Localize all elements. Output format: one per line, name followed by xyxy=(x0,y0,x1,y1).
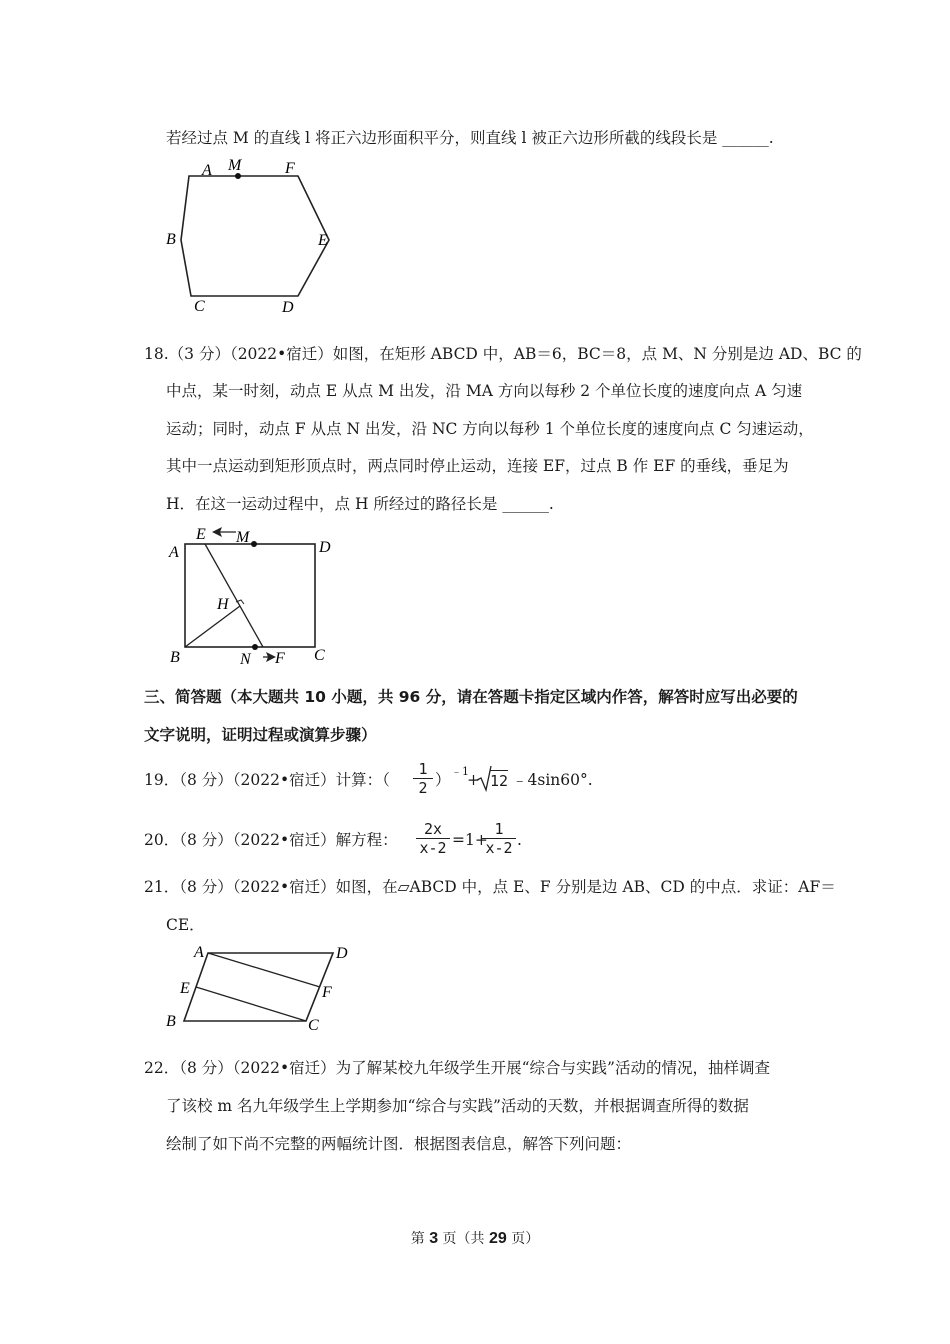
para-label-f: F xyxy=(322,984,332,1001)
rect-label-e: E xyxy=(196,526,206,543)
q20-left-denominator: x-2 xyxy=(416,838,450,858)
hexagon-shape xyxy=(181,176,329,296)
q21-line-2: CE． xyxy=(166,916,205,934)
q19-tail: ﹣4sin60°. xyxy=(512,771,593,789)
footer-pre: 第 xyxy=(410,1231,425,1247)
q20-right-denominator: x-2 xyxy=(482,838,516,858)
section-3-line-1: 三、简答题（本大题共 10 小题，共 96 分，请在答题卡指定区域内作答，解答时应写出必要的 xyxy=(144,688,798,706)
segment-ef xyxy=(205,544,263,647)
para-label-e: E xyxy=(180,980,190,997)
hex-label-f: F xyxy=(285,160,295,177)
para-label-a: A xyxy=(194,944,204,961)
q19-denominator: 2 xyxy=(413,778,433,798)
q20-right-fraction xyxy=(482,820,516,858)
rect-label-c: C xyxy=(314,647,325,664)
page-footer xyxy=(0,1228,950,1248)
q19-prefix: 19．（8 分）（2022•宿迁）计算：（ xyxy=(144,771,390,789)
q18-line-2: 中点，某一时刻，动点 E 从点 M 出发，沿 MA 方向以每秒 2 个单位长度的速度向点 A 匀速 xyxy=(166,382,803,400)
q20-left-numerator: 2x xyxy=(423,820,443,838)
section-3-line-2: 文字说明，证明过程或演算步骤） xyxy=(144,726,377,744)
hex-label-m: M xyxy=(228,157,242,174)
para-label-c: C xyxy=(308,1017,319,1034)
rect-label-h: H xyxy=(217,596,229,613)
q20-prefix: 20．（8 分）（2022•宿迁）解方程： xyxy=(144,831,398,849)
hex-label-c: C xyxy=(194,298,205,315)
q18-line-5: H．在这一运动过程中，点 H 所经过的路径长是 ______. xyxy=(166,495,554,513)
para-label-b: B xyxy=(166,1013,176,1030)
segment-af xyxy=(208,953,320,987)
q20-mid: =1+ xyxy=(452,831,488,849)
rect-label-n: N xyxy=(240,651,251,668)
q22-line-1: 22．（8 分）（2022•宿迁）为了解某校九年级学生开展“综合与实践”活动的情况，抽样调查 xyxy=(144,1059,770,1077)
segment-bh xyxy=(185,606,240,647)
point-n xyxy=(252,644,258,650)
q18-line-3: 运动；同时，动点 F 从点 N 出发，沿 NC 方向以每秒 1 个单位长度的速度向点 C 匀速运动， xyxy=(166,420,814,438)
q22-line-3: 绘制了如下尚不完整的两幅统计图．根据图表信息，解答下列问题： xyxy=(166,1135,632,1153)
q19-plus: + xyxy=(467,771,480,789)
q19-close-paren: ） xyxy=(435,771,451,789)
footer-post: 页） xyxy=(511,1231,540,1247)
hex-label-d: D xyxy=(282,299,294,316)
rect-abcd xyxy=(185,544,315,647)
hex-label-b: B xyxy=(166,231,176,248)
point-m xyxy=(251,541,257,547)
hex-label-e: E xyxy=(318,232,328,249)
q21-line-1: 21．（8 分）（2022•宿迁）如图，在▱ABCD 中，点 E、F 分别是边 AB、CD 的中点．求证：AF＝ xyxy=(144,878,836,896)
rect-label-f: F xyxy=(275,650,285,667)
hexagon-figure xyxy=(160,150,340,320)
q18-line-1: 18.（3 分）（2022•宿迁）如图，在矩形 ABCD 中，AB＝6，BC＝8，点 M、N 分别是边 AD、BC 的 xyxy=(144,345,862,363)
segment-ec xyxy=(196,987,306,1021)
q19-numerator: 1 xyxy=(418,760,428,778)
q17-text: 若经过点 M 的直线 l 将正六边形面积平分，则直线 l 被正六边形所截的线段长是 ______. xyxy=(166,129,774,147)
para-label-d: D xyxy=(336,945,348,962)
rect-label-a: A xyxy=(169,544,179,561)
q22-line-2: 了该校 m 名九年级学生上学期参加“综合与实践”活动的天数，并根据调查所得的数据 xyxy=(166,1097,749,1115)
rect-label-d: D xyxy=(319,539,331,556)
footer-mid: 页（共 xyxy=(442,1231,485,1247)
q20-tail: . xyxy=(517,831,522,849)
q18-line-4: 其中一点运动到矩形顶点时，两点同时停止运动，连接 EF，过点 B 作 EF 的垂线，垂足为 xyxy=(166,457,789,475)
q19-exponent: ﹣1 xyxy=(451,765,469,778)
q20-right-numerator: 1 xyxy=(494,820,504,838)
q19-fraction xyxy=(413,760,433,798)
footer-page-number: 3 xyxy=(429,1230,439,1247)
hex-label-a: A xyxy=(202,162,212,179)
parallelogram-figure xyxy=(160,940,355,1035)
parallelogram-abcd xyxy=(184,953,333,1021)
rect-label-b: B xyxy=(170,649,180,666)
rect-label-m: M xyxy=(236,529,250,546)
q19-radicand: 12 xyxy=(490,772,509,790)
footer-total-pages: 29 xyxy=(489,1230,507,1247)
q20-left-fraction xyxy=(416,820,450,858)
rectangle-figure xyxy=(160,520,345,670)
